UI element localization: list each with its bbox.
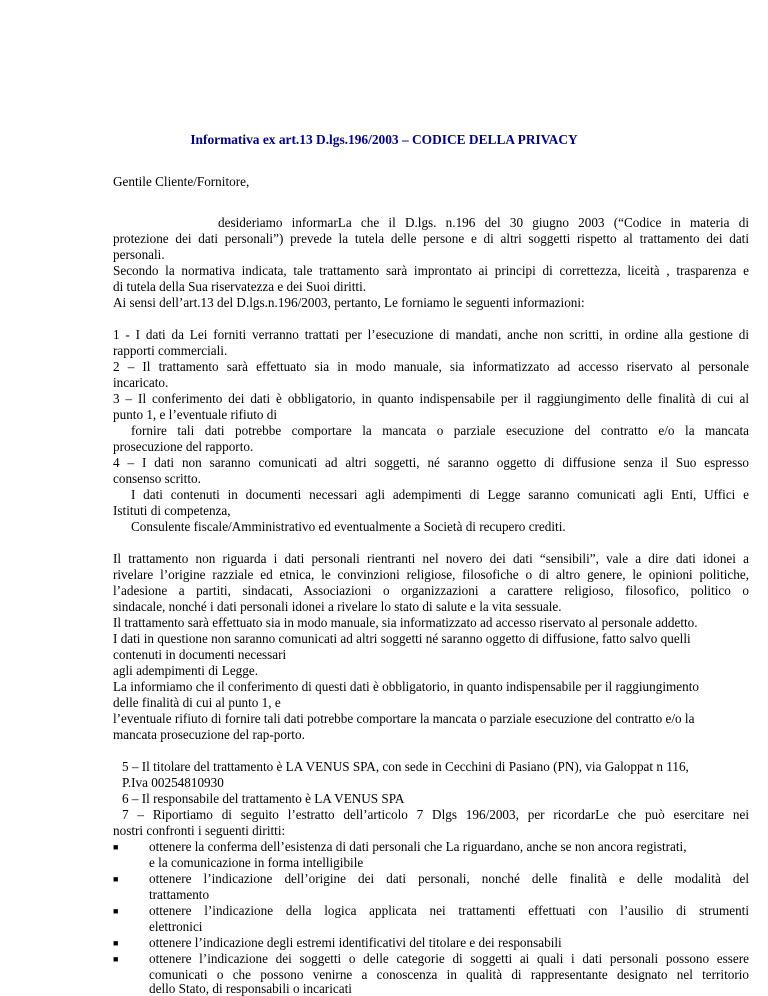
bullet-icon: ■ [113, 874, 119, 884]
sensitive-line: l’adesione a partiti, sindacati, Associazioni o organizzazioni a carattere religioso, filosofico, politico o [113, 583, 749, 598]
sensitive-line: I dati in questione non saranno comunicati ad altri soggetti né saranno oggetto di diffusione, fatto salvo quelli [113, 631, 691, 646]
bullet-icon: ■ [113, 938, 119, 948]
point-line: rapporti commerciali. [113, 343, 228, 358]
sensitive-line: Il trattamento non riguarda i dati personali rientranti nel novero dei dati “sensibili”, vale a dire dati idonei a [113, 551, 749, 566]
rights-item-line: e la comunicazione in forma intelligibile [149, 855, 364, 870]
controller-line: 7 – Riportiamo di seguito l’estratto dell’articolo 7 Dlgs 196/2003, per ricordarLe che può esercitare nei [122, 807, 749, 822]
bullet-icon: ■ [113, 906, 119, 916]
sensitive-line: agli adempimenti di Legge. [113, 663, 259, 678]
sensitive-line: Il trattamento sarà effettuato sia in modo manuale, sia informatizzato ad accesso riservato al personale addetto. [113, 615, 698, 630]
sensitive-line: contenuti in documenti necessari [113, 647, 287, 662]
intro-line: desideriamo informarLa che il D.lgs. n.196 del 30 giugno 2003 (“Codice in materia di [218, 215, 749, 230]
point-line: Consulente fiscale/Amministrativo ed eventualmente a Società di recupero crediti. [131, 519, 566, 534]
point-line: I dati contenuti in documenti necessari agli adempimenti di Legge saranno comunicati agli Enti, Uffici e [131, 487, 749, 502]
rights-item-line: ottenere l’indicazione dei soggetti o delle categorie di soggetti ai quali i dati personali possono essere [149, 951, 749, 966]
sensitive-line: l’eventuale rifiuto di fornire tali dati potrebbe comportare la mancata o parziale esecuzione del contratto e/o la [113, 711, 695, 726]
controller-line: 5 – Il titolare del trattamento è LA VENUS SPA, con sede in Cecchini di Pasiano (PN), via Galoppat n 116, [122, 759, 689, 774]
rights-item-line: dello Stato, di responsabili o incaricati [149, 981, 352, 996]
rights-item-line: ottenere l’indicazione dell’origine dei dati personali, nonché delle finalità e delle modalità del [149, 871, 749, 886]
point-line: punto 1, e l’eventuale rifiuto di [113, 407, 278, 422]
point-line: 1 - I dati da Lei forniti verranno trattati per l’esecuzione di mandati, anche non scritti, in ordine alla gestione di [113, 327, 749, 342]
intro-line: personali. [113, 247, 165, 262]
point-line: 4 – I dati non saranno comunicati ad altri soggetti, né saranno oggetto di diffusione senza il Suo espresso [113, 455, 749, 470]
controller-line: nostri confronti i seguenti diritti: [113, 823, 286, 838]
point-line: prosecuzione del rapporto. [113, 439, 254, 454]
point-line: Istituti di competenza, [113, 503, 231, 518]
rights-item-line: ottenere l’indicazione della logica applicata nei trattamenti effettuati con l’ausilio di strumenti [149, 903, 749, 918]
point-line: incaricato. [113, 375, 169, 390]
intro-line: protezione dei dati personali”) prevede la tutela delle persone e di altri soggetti rispetto al trattamento dei dati [113, 231, 749, 246]
controller-line: P.Iva 00254810930 [122, 775, 224, 790]
bullet-icon: ■ [113, 954, 119, 964]
sensitive-line: La informiamo che il conferimento di questi dati è obbligatorio, in quanto indispensabile per il raggiungimento [113, 679, 699, 694]
bullet-icon: ■ [113, 842, 119, 852]
intro-line: Secondo la normativa indicata, tale trattamento sarà improntato ai principi di correttezza, liceità , trasparenza e [113, 263, 749, 278]
sensitive-line: delle finalità di cui al punto 1, e [113, 695, 281, 710]
greeting: Gentile Cliente/Fornitore, [113, 174, 250, 189]
point-line: consenso scritto. [113, 471, 201, 486]
intro-line: Ai sensi dell’art.13 del D.lgs.n.196/2003, pertanto, Le forniamo le seguenti informazioni: [113, 295, 585, 310]
sensitive-line: mancata prosecuzione del rap-porto. [113, 727, 305, 742]
controller-line: 6 – Il responsabile del trattamento è LA VENUS SPA [122, 791, 405, 806]
rights-item-line: comunicati o che possono venirne a conoscenza in qualità di rappresentante designato nel territorio [149, 967, 749, 982]
intro-line: di tutela della Sua riservatezza e dei Suoi diritti. [113, 279, 367, 294]
rights-item-line: trattamento [149, 887, 210, 902]
rights-item-line: elettronici [149, 919, 203, 934]
sensitive-line: rivelare l’origine razziale ed etnica, le convinzioni religiose, filosofiche o di altro genere, le opinioni politiche, [113, 567, 749, 582]
document-title: Informativa ex art.13 D.lgs.196/2003 – CODICE DELLA PRIVACY [190, 132, 578, 147]
point-line: 3 – Il conferimento dei dati è obbligatorio, in quanto indispensabile per il raggiungimento delle finalità di cui al [113, 391, 749, 406]
point-line: fornire tali dati potrebbe comportare la mancata o parziale esecuzione del contratto e/o la mancata [131, 423, 749, 438]
point-line: 2 – Il trattamento sarà effettuato sia in modo manuale, sia informatizzato ad accesso riservato al personale [113, 359, 749, 374]
sensitive-line: sindacale, nonché i dati personali idonei a rivelare lo stato di salute e la vita sessuale. [113, 599, 562, 614]
rights-item-line: ottenere la conferma dell’esistenza di dati personali che La riguardano, anche se non ancora registrati, [149, 839, 687, 854]
rights-item-line: ottenere l’indicazione degli estremi identificativi del titolare e dei responsabili [149, 935, 562, 950]
